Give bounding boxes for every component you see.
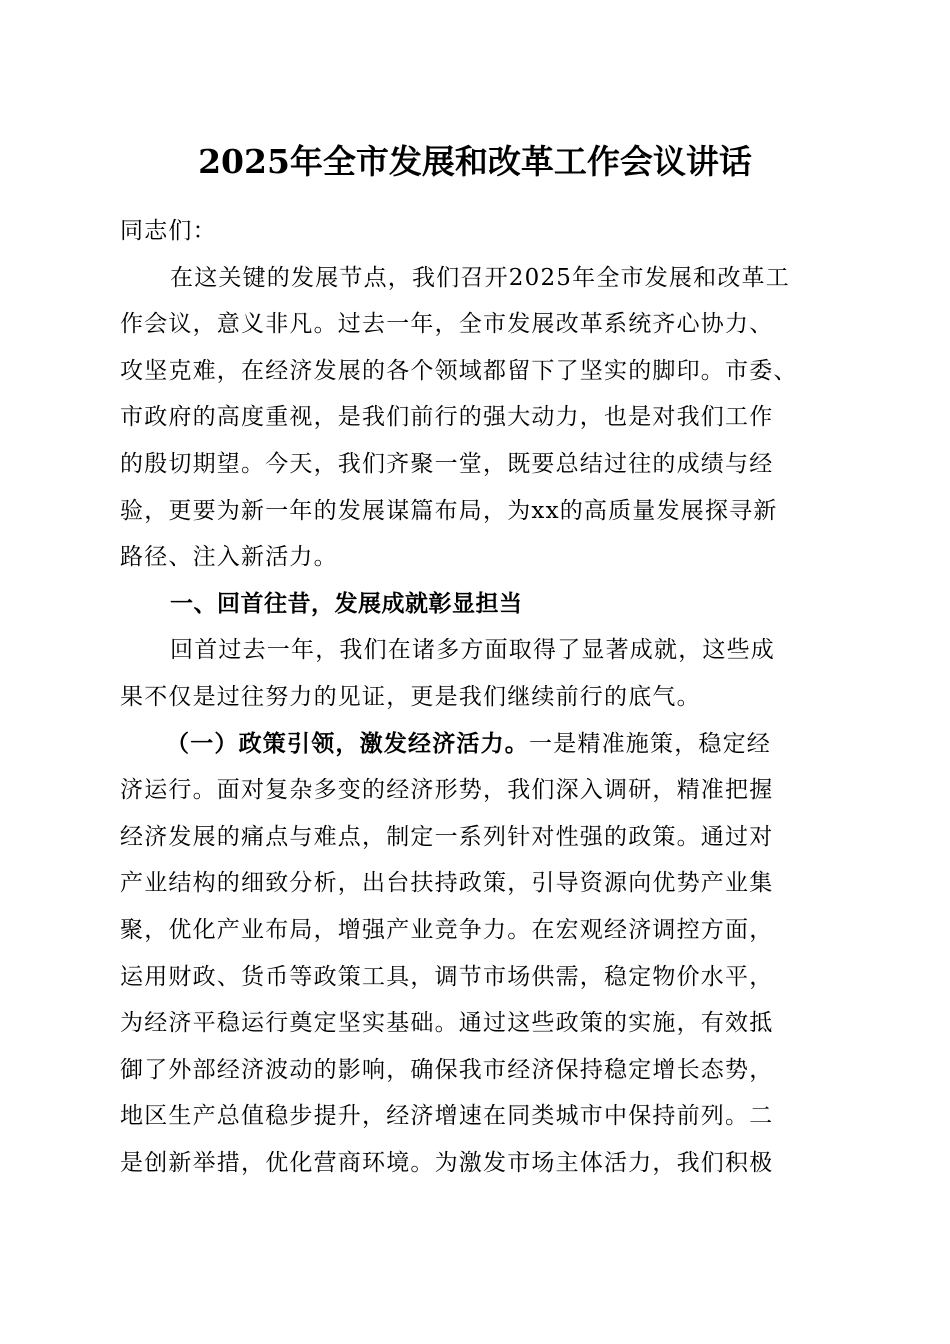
paragraph-line: 攻坚克难，在经济发展的各个领域都留下了坚实的脚印。市委、	[120, 357, 798, 384]
subsection-heading: （一）政策引领，激发经济活力。	[166, 730, 529, 757]
paragraph-line: 经济发展的痛点与难点，制定一系列针对性强的政策。通过对	[120, 823, 774, 850]
section-heading: 一、回首往昔，发展成就彰显担当	[170, 590, 523, 617]
paragraph-line: 产业结构的细致分析，出台扶持政策，引导资源向优势产业集	[120, 870, 774, 897]
paragraph-line: 验，更要为新一年的发展谋篇布局，为xx的高质量发展探寻新	[120, 497, 778, 524]
paragraph-line: 作会议，意义非凡。过去一年，全市发展改革系统齐心协力、	[120, 311, 774, 338]
paragraph-line: 济运行。面对复杂多变的经济形势，我们深入调研，精准把握	[120, 777, 774, 804]
paragraph-line: 御了外部经济波动的影响，确保我市经济保持稳定增长态势，	[120, 1056, 774, 1083]
paragraph-line: 在这关键的发展节点，我们召开2025年全市发展和改革工	[170, 264, 790, 291]
document-body	[120, 208, 880, 1186]
paragraph-line: 运用财政、货币等政策工具，调节市场供需，稳定物价水平，	[120, 963, 774, 990]
paragraph-line: 果不仅是过往努力的见证，更是我们继续前行的底气。	[120, 683, 701, 710]
paragraph-line: 地区生产总值稳步提升，经济增速在同类城市中保持前列。二	[120, 1103, 774, 1130]
paragraph-line: 路径、注入新活力。	[120, 544, 338, 571]
paragraph-line: 是创新举措，优化营商环境。为激发市场主体活力，我们积极	[120, 1149, 774, 1176]
paragraph-line: 市政府的高度重视，是我们前行的强大动力，也是对我们工作	[120, 404, 774, 431]
subsection-line	[120, 721, 880, 768]
document-title: 2025年全市发展和改革工作会议讲话	[198, 142, 752, 181]
salutation: 同志们：	[120, 218, 217, 244]
paragraph-line: 聚，优化产业布局，增强产业竞争力。在宏观经济调控方面，	[120, 916, 774, 943]
paragraph-line: 的殷切期望。今天，我们齐聚一堂，既要总结过往的成绩与经	[120, 450, 774, 477]
subsection-text: 一是精准施策，稳定经	[529, 730, 771, 757]
paragraph-line: 回首过去一年，我们在诸多方面取得了显著成就，这些成	[170, 637, 775, 664]
paragraph-line: 为经济平稳运行奠定坚实基础。通过这些政策的实施，有效抵	[120, 1010, 774, 1037]
